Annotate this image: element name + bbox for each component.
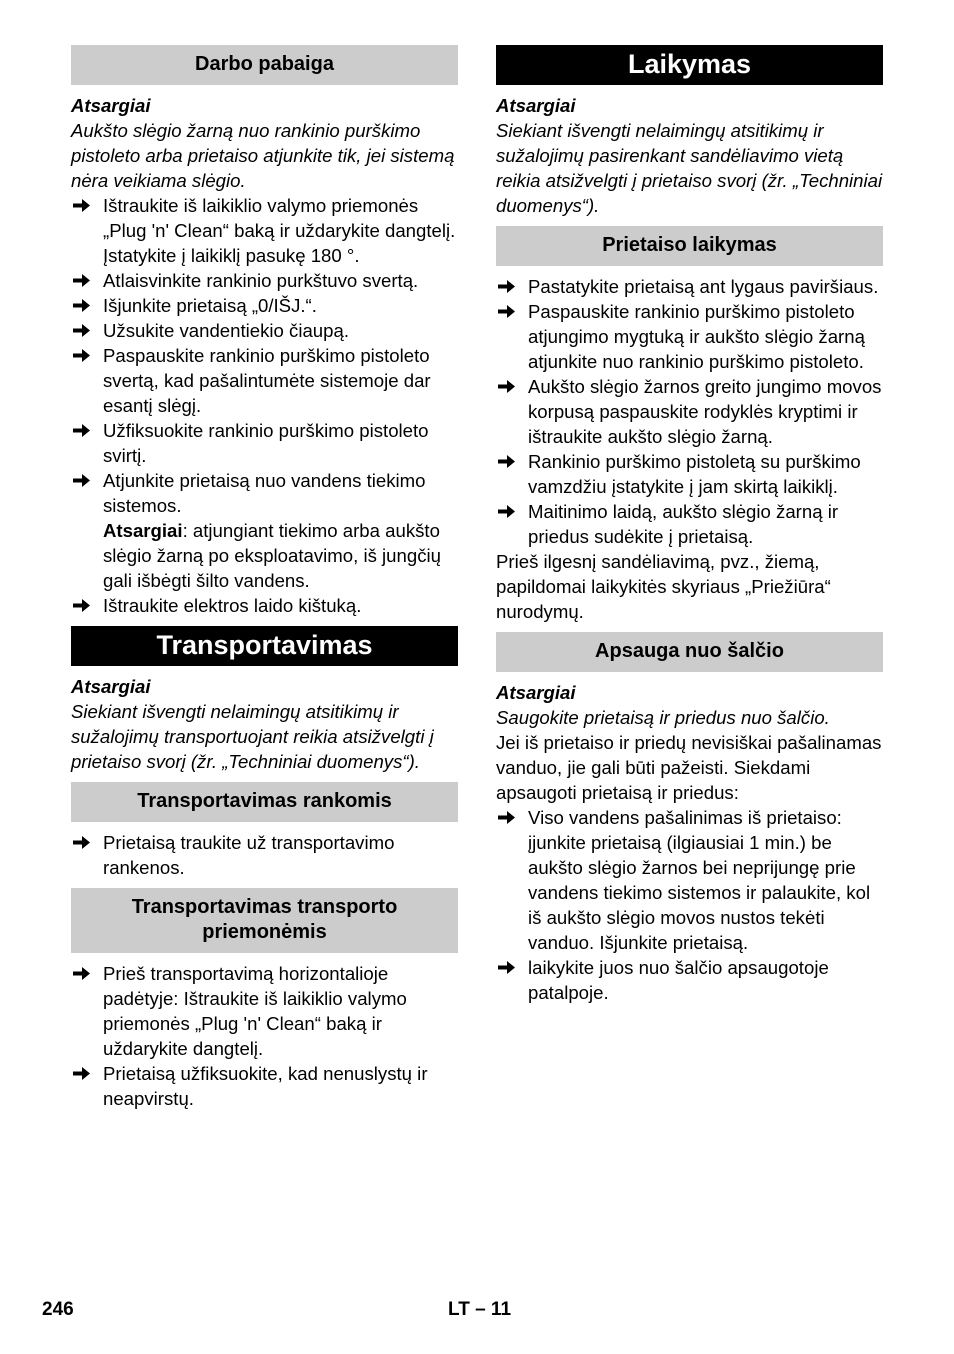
list-item: Atlaisvinkite rankinio purkštuvo svertą. [71, 268, 458, 293]
arrow-right-icon [73, 961, 95, 981]
arrow-right-icon [498, 274, 520, 294]
arrow-right-icon [498, 374, 520, 394]
heading-laikymas: Laikymas [496, 45, 883, 85]
list-item: Ištraukite iš laikiklio valymo priemonės „Plug 'n' Clean“ baką ir uždarykite dangtelį. Įstatykite į laikiklį pasukę 180 °. [71, 193, 458, 268]
arrow-right-icon [73, 418, 95, 438]
list-item: Prieš transportavimą horizontalioje padėtyje: Ištraukite iš laikiklio valymo priemonės „Plug 'n' Clean“ baką ir uždarykite dangtelį. [71, 961, 458, 1061]
caution-text: Saugokite prietaisą ir priedus nuo šalčio. [496, 707, 830, 728]
arrow-right-icon [73, 468, 95, 488]
list-item: Prietaisą užfiksuokite, kad nenuslystų ir neapvirstų. [71, 1061, 458, 1111]
list-item: Išjunkite prietaisą „0/IŠJ.“. [71, 293, 458, 318]
arrow-right-icon [73, 268, 95, 288]
arrow-right-icon [498, 299, 520, 319]
page-number: 246 [42, 1299, 74, 1320]
arrow-right-icon [73, 193, 95, 213]
list-item: Atjunkite prietaisą nuo vandens tiekimo sistemos. [71, 468, 458, 518]
arrow-right-icon [498, 805, 520, 825]
note-label: Atsargiai [103, 520, 183, 541]
list-item: Aukšto slėgio žarnos greito jungimo movos korpusą paspauskite rodyklės kryptimi ir ištraukite aukšto slėgio žarną. [496, 374, 883, 449]
frost-intro: Jei iš prietaiso ir priedų nevisiškai pašalinamas vanduo, jie gali būti pažeisti. Siekdami apsaugoti prietaisą ir priedus: [496, 732, 882, 803]
list-item: Maitinimo laidą, aukšto slėgio žarną ir priedus sudėkite į prietaisą. [496, 499, 883, 549]
storage-note: Prieš ilgesnį sandėliavimą, pvz., žiemą, papildomai laikykitės skyriaus „Priežiūra“ nurodymų. [496, 551, 831, 622]
note-text: : atjungiant tiekimo arba aukšto slėgio žarną po eksploatavimo, iš jungčių gali išbėgti šilto vandens. [103, 520, 441, 591]
arrow-right-icon [498, 955, 520, 975]
list-item: Ištraukite elektros laido kištuką. [71, 593, 458, 618]
caution-title: Atsargiai [496, 95, 576, 116]
list-item: Pastatykite prietaisą ant lygaus paviršiaus. [496, 274, 883, 299]
caution-title: Atsargiai [71, 676, 151, 697]
caution-text: Aukšto slėgio žarną nuo rankinio purškimo pistoleto arba prietaiso atjunkite tik, jei sistemą nėra veikiama slėgio. [71, 120, 455, 191]
heading-prietaiso-laikymas: Prietaiso laikymas [496, 226, 883, 266]
caution-text: Siekiant išvengti nelaimingų atsitikimų ir sužalojimų transportuojant reikia atsižvelgti į prietaiso svorį (žr. „Techniniai duomenys“). [71, 701, 434, 772]
caution-title: Atsargiai [71, 95, 151, 116]
arrow-right-icon [73, 293, 95, 313]
arrow-right-icon [73, 318, 95, 338]
list-item: Prietaisą traukite už transportavimo rankenos. [71, 830, 458, 880]
list-item: Paspauskite rankinio purškimo pistoleto atjungimo mygtuką ir aukšto slėgio žarną atjunkite nuo rankinio purškimo pistoleto. [496, 299, 883, 374]
list-item: Viso vandens pašalinimas iš prietaiso: įjunkite prietaisą (ilgiausiai 1 min.) be aukšto slėgio žarnos bei neprijungę prie vandens tiekimo sistemos ir palaukite, kol iš aukšto slėgio movos nustos tekėti vanduo. Išjunkite prietaisą. [496, 805, 883, 955]
step-list [71, 193, 458, 618]
arrow-right-icon [73, 830, 95, 850]
arrow-right-icon [73, 593, 95, 613]
left-column [71, 45, 458, 1111]
list-item: laikykite juos nuo šalčio apsaugotoje patalpoje. [496, 955, 883, 1005]
arrow-right-icon [73, 343, 95, 363]
list-item: Rankinio purškimo pistoletą su purškimo vamzdžiu įstatykite į jam skirtą laikiklį. [496, 449, 883, 499]
arrow-right-icon [498, 499, 520, 519]
heading-apsauga-nuo-salcio: Apsauga nuo šalčio [496, 632, 883, 672]
list-item: Užfiksuokite rankinio purškimo pistoleto svirtį. [71, 418, 458, 468]
heading-transportavimas-rankomis: Transportavimas rankomis [71, 782, 458, 822]
note [71, 518, 458, 593]
list-item: Paspauskite rankinio purškimo pistoleto svertą, kad pašalintumėte sistemoje dar esantį slėgį. [71, 343, 458, 418]
heading-transportavimas-transporto-priemonemis: Transportavimas transporto priemonėmis [71, 888, 458, 953]
right-column [496, 45, 883, 1005]
caution-text: Siekiant išvengti nelaimingų atsitikimų ir sužalojimų pasirenkant sandėliavimo vietą reikia atsižvelgti į prietaiso svorį (žr. „Techniniai duomenys“). [496, 120, 883, 216]
heading-darbo-pabaiga: Darbo pabaiga [71, 45, 458, 85]
arrow-right-icon [498, 449, 520, 469]
list-item: Užsukite vandentiekio čiaupą. [71, 318, 458, 343]
heading-transportavimas: Transportavimas [71, 626, 458, 666]
caution-title: Atsargiai [496, 682, 576, 703]
arrow-right-icon [73, 1061, 95, 1081]
section-reference: LT – 11 [448, 1299, 512, 1320]
